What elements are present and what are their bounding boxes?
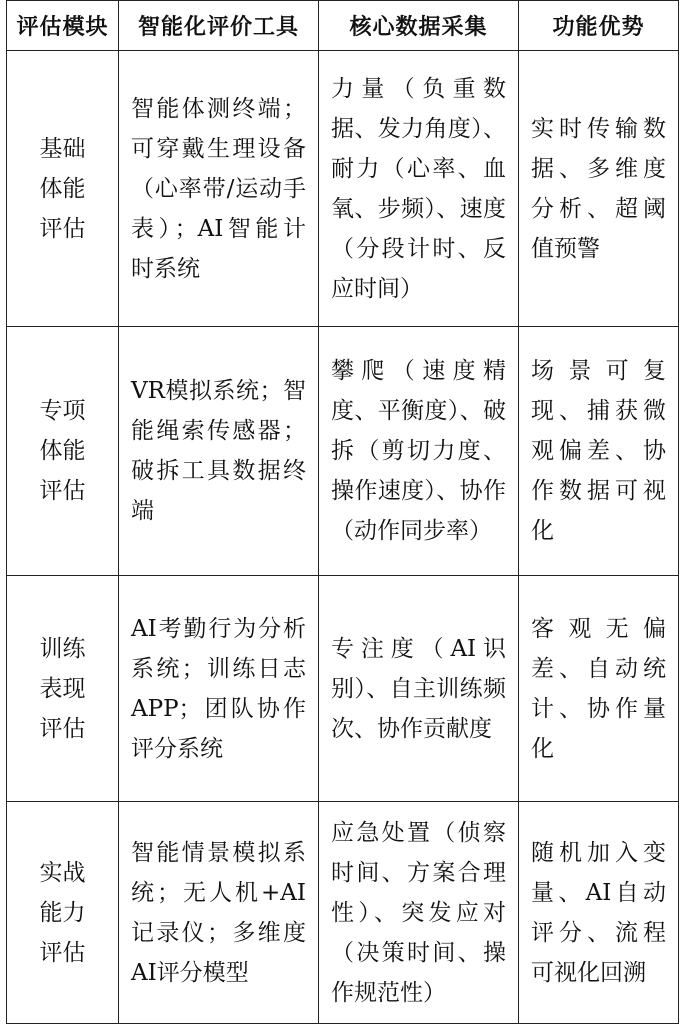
header-data: 核心数据采集 xyxy=(319,1,519,51)
advantages-cell: 随机加入变量、AI自动评分、流程可视化回溯 xyxy=(519,802,679,1024)
tools-cell: 智能体测终端；可穿戴生理设备（心率带/运动手表）；AI智能计时系统 xyxy=(119,51,319,327)
data-cell: 专注度（AI识别）、自主训练频次、协作贡献度 xyxy=(319,576,519,802)
header-module: 评估模块 xyxy=(7,1,119,51)
advantages-cell: 客观无偏差、自动统计、协作量化 xyxy=(519,576,679,802)
module-cell xyxy=(7,51,119,327)
data-cell: 攀爬（速度精度、平衡度）、破拆（剪切力度、操作速度）、协作（动作同步率） xyxy=(319,327,519,576)
table-row xyxy=(7,576,679,802)
module-cell xyxy=(7,802,119,1024)
table-row xyxy=(7,327,679,576)
header-advantages: 功能优势 xyxy=(519,1,679,51)
module-label: 实战能力评估 xyxy=(39,859,86,966)
module-label: 训练表现评估 xyxy=(39,635,86,742)
module-cell xyxy=(7,576,119,802)
advantages-cell: 实时传输数据、多维度分析、超阈值预警 xyxy=(519,51,679,327)
module-cell xyxy=(7,327,119,576)
data-cell: 力量（负重数据、发力角度）、耐力（心率、血氧、步频）、速度（分段计时、反应时间） xyxy=(319,51,519,327)
evaluation-table xyxy=(6,0,679,1024)
tools-cell: AI考勤行为分析系统；训练日志APP；团队协作评分系统 xyxy=(119,576,319,802)
advantages-cell: 场景可复现、捕获微观偏差、协作数据可视化 xyxy=(519,327,679,576)
module-label: 专项体能评估 xyxy=(39,398,86,504)
tools-cell: VR模拟系统；智能绳索传感器；破拆工具数据终端 xyxy=(119,327,319,576)
table-row xyxy=(7,51,679,327)
header-tools: 智能化评价工具 xyxy=(119,1,319,51)
table-row xyxy=(7,802,679,1024)
data-cell: 应急处置（侦察时间、方案合理性）、突发应对（决策时间、操作规范性） xyxy=(319,802,519,1024)
tools-cell: 智能情景模拟系统；无人机+AI记录仪；多维度AI评分模型 xyxy=(119,802,319,1024)
module-label: 基础体能评估 xyxy=(39,135,86,242)
table-header xyxy=(7,1,679,51)
